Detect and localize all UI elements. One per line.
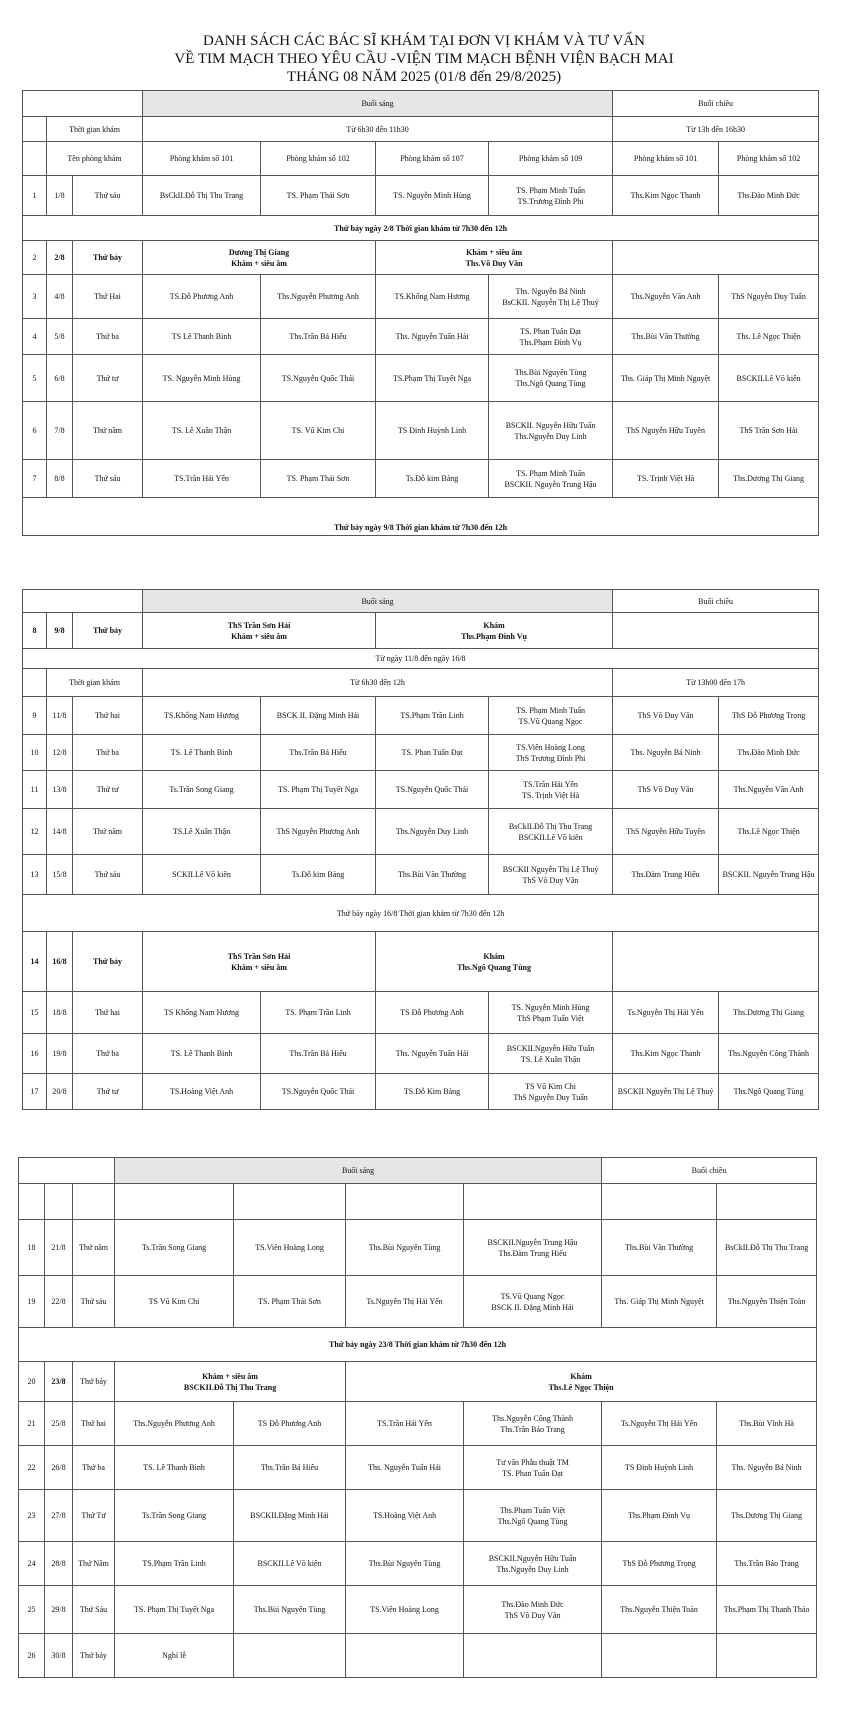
table-row: 26 30/8 Thứ bảy Nghỉ lễ [19, 1634, 817, 1678]
title-line-2: VỀ TIM MẠCH THEO YÊU CẦU -VIỆN TIM MẠCH BỆNH VIỆN BẠCH MAI [174, 51, 674, 67]
table-row: 16 19/8 Thứ ba TS. Lê Thanh Bình Ths.Trần Bá Hiếu Ths. Nguyễn Tuấn Hải BSCKII.Nguyễn Hữu Tuấn TS. Lê Xuân Thận Ths.Kim Ngọc Thanh Ths.Nguyễn Công Thành [23, 1034, 819, 1074]
table-row: 5 6/8 Thứ tư TS. Nguyễn Minh Hùng TS.Nguyễn Quốc Thái TS.Phạm Thị Tuyết Nga Ths.Bùi Nguyên Tùng Ths.Ngô Quang Tùng Ths. Giáp Thị Minh Nguyệt BSCKII.Lê Võ kiên [23, 355, 819, 402]
morning-header: Buổi sáng [143, 590, 613, 613]
schedule-table-2 [22, 589, 819, 1110]
note-range: Từ ngày 11/8 đến ngày 16/8 [23, 649, 819, 669]
afternoon-time: Từ 13h đến 16h30 [613, 117, 819, 142]
table-row: 6 7/8 Thứ năm TS. Lê Xuân Thận TS. Vũ Kim Chi TS Đinh Huỳnh Linh BSCKII. Nguyễn Hữu Tuấn Ths.Nguyễn Duy Linh ThS Nguyễn Hữu Tuyên ThS Trần Sơn Hải [23, 402, 819, 460]
table-row: 9 11/8 Thứ hai TS.Khổng Nam Hương BSCK II. Đặng Minh Hải TS.Phạm Trần Linh TS. Phạm Minh Tuấn TS.Vũ Quang Ngọc ThS Võ Duy Văn ThS Đỗ Phương Trọng [23, 697, 819, 735]
note-saturday: Thứ bảy ngày 2/8 Thời gian khám từ 7h30 đến 12h [23, 216, 819, 241]
table-row: 24 28/8 Thứ Năm TS.Phạm Trần Linh BSCKII.Lê Võ kiên Ths.Bùi Nguyên Tùng BSCKII.Nguyễn Hữu Tuấn Ths.Nguyễn Duy Linh ThS Đỗ Phương Trọng Ths.Trần Bảo Trang [19, 1542, 817, 1586]
table-row: 7 8/8 Thứ sáu TS.Trần Hải Yến TS. Phạm Thái Sơn Ts.Đỗ kim Bảng TS. Phạm Minh Tuấn BSCKII. Nguyễn Trung Hậu TS. Trịnh Việt Hà Ths.Dương Thị Giang [23, 460, 819, 498]
time-label: Thời gian khám [47, 669, 143, 697]
table-row: 13 15/8 Thứ sáu SCKII.Lê Võ kiên Ts.Đỗ kim Bảng Ths.Bùi Văn Thường BSCKII Nguyễn Thị Lệ Thuý ThS Võ Duy Văn Ths.Đàm Trung Hiếu BSCKII. Nguyễn Trung Hậu [23, 855, 819, 895]
afternoon-header: Buổi chiều [613, 91, 819, 117]
title-line-1: DANH SÁCH CÁC BÁC SĨ KHÁM TẠI ĐƠN VỊ KHÁM VÀ TƯ VẤN [203, 33, 645, 49]
note-saturday: Thứ bảy ngày 9/8 Thời gian khám từ 7h30 đến 12h [23, 498, 819, 536]
note-saturday: Thứ bảy ngày 16/8 Thời gian khám từ 7h30 đến 12h [23, 895, 819, 932]
table-row: 12 14/8 Thứ năm TS.Lê Xuân Thận ThS Nguyễn Phương Anh Ths.Nguyễn Duy Linh BsCkII.Đỗ Thị Thu Trang BSCKII.Lê Võ kiên ThS Nguyễn Hữu Tuyên Ths.Lê Ngọc Thiện [23, 809, 819, 855]
table-row: 1 1/8 Thứ sáu BsCkII.Đỗ Thị Thu Trang TS. Phạm Thái Sơn TS. Nguyễn Minh Hùng TS. Phạm Minh Tuấn TS.Trương Đình Phi Ths.Kim Ngọc Thanh Ths.Đào Minh Đức [23, 176, 819, 216]
table-row: 14 16/8 Thứ bảy ThS Trần Sơn Hải Khám + siêu âm Khám Ths.Ngô Quang Tùng [23, 932, 819, 992]
afternoon-time: Từ 13h00 đến 17h [613, 669, 819, 697]
table-row: 23 27/8 Thứ Tư Ts.Trần Song Giang BSCKII.Đặng Minh Hải TS.Hoàng Việt Anh Ths.Phạm Tuấn Việt Ths.Ngô Quang Tùng Ths.Phạm Đình Vụ Ths.Dương Thị Giang [19, 1490, 817, 1542]
morning-header: Buổi sáng [115, 1158, 602, 1184]
table-row: 22 26/8 Thứ ba TS. Lê Thanh Bình Ths.Trần Bá Hiếu Ths. Nguyễn Tuấn Hải Tư vấn Phẫu thuật TM TS. Phan Tuấn Đạt TS Đinh Huỳnh Linh Ths. Nguyễn Bá Ninh [19, 1446, 817, 1490]
time-label: Thời gian khám [47, 117, 143, 142]
table-row: 8 9/8 Thứ bảy ThS Trần Sơn Hải Khám + siêu âm Khám Ths.Phạm Đình Vụ [23, 613, 819, 649]
note-saturday: Thứ bảy ngày 23/8 Thời gian khám từ 7h30 đến 12h [19, 1328, 817, 1362]
table-row: 19 22/8 Thứ sáu TS Vũ Kim Chi TS. Phạm Thái Sơn Ts.Nguyễn Thị Hải Yến TS.Vũ Quang Ngọc BSCK II. Đặng Minh Hải Ths. Giáp Thị Minh Nguyệt Ths.Nguyễn Thiện Toàn [19, 1276, 817, 1328]
afternoon-header: Buổi chiều [613, 590, 819, 613]
table-row: 17 20/8 Thứ tư TS.Hoàng Việt Anh TS.Nguyễn Quốc Thái TS.Đỗ Kim Bảng TS Vũ Kim Chi ThS Nguyễn Duy Tuấn BSCKII Nguyễn Thị Lệ Thuý Ths.Ngô Quang Tùng [23, 1074, 819, 1110]
schedule-table-1 [22, 90, 819, 536]
room-header: Phòng khám số 107 [376, 142, 489, 176]
table-row: 4 5/8 Thứ ba TS Lê Thanh Bình Ths.Trần Bá Hiếu Ths. Nguyễn Tuấn Hải TS. Phan Tuấn Đạt Ths.Phạm Đình Vụ Ths.Bùi Văn Thường Ths. Lê Ngọc Thiện [23, 319, 819, 355]
table-row: 20 23/8 Thứ bảy Khám + siêu âm BSCKII.Đỗ Thị Thu Trang Khám Ths.Lê Ngọc Thiện [19, 1362, 817, 1402]
room-header: Phòng khám số 101 [143, 142, 261, 176]
table-row: 21 25/8 Thứ hai Ths.Nguyễn Phương Anh TS Đỗ Phương Anh TS.Trần Hải Yến Ths.Nguyễn Công Thành Ths.Trần Bảo Trang Ts.Nguyễn Thị Hải Yến Ths.Bùi Vĩnh Hà [19, 1402, 817, 1446]
table-row: 25 29/8 Thứ Sáu TS. Phạm Thị Tuyết Nga Ths.Bùi Nguyên Tùng TS.Viên Hoàng Long Ths.Đào Minh Đức ThS Võ Duy Văn Ths.Nguyễn Thiện Toàn Ths.Phạm Thị Thanh Thảo [19, 1586, 817, 1634]
morning-time: Từ 6h30 đến 11h30 [143, 117, 613, 142]
holiday-label: Nghỉ lễ [115, 1634, 234, 1678]
table-row: 10 12/8 Thứ ba TS. Lê Thanh Bình Ths.Trần Bá Hiếu TS. Phan Tuấn Đạt TS.Viên Hoàng Long ThS Trương Đình Phi Ths. Nguyễn Bá Ninh Ths.Đào Minh Đức [23, 735, 819, 771]
room-header: Phòng khám số 102 [261, 142, 376, 176]
table-row: 18 21/8 Thứ năm Ts.Trần Song Giang TS.Viên Hoàng Long Ths.Bùi Nguyên Tùng BSCKII.Nguyễn Trung Hậu Ths.Đàm Trung Hiếu Ths.Bùi Văn Thường BsCkII.Đỗ Thị Thu Trang [19, 1220, 817, 1276]
schedule-table-3 [18, 1157, 817, 1678]
room-header: Phòng khám số 101 [613, 142, 719, 176]
morning-time: Từ 6h30 đến 12h [143, 669, 613, 697]
afternoon-header: Buổi chiều [602, 1158, 817, 1184]
table-row: 2 2/8 Thứ bảy Dương Thị Giang Khám + siêu âm Khám + siêu âm Ths.Võ Duy Văn [23, 241, 819, 275]
table-row: 15 18/8 Thứ hai TS Khổng Nam Hương TS. Phạm Trần Linh TS Đỗ Phương Anh TS. Nguyễn Minh Hùng ThS Phạm Tuấn Việt Ts.Nguyễn Thị Hải Yến Ths.Dương Thị Giang [23, 992, 819, 1034]
table-row: 11 13/8 Thứ tư Ts.Trần Song Giang TS. Phạm Thị Tuyết Nga TS.Nguyễn Quốc Thái TS.Trần Hải Yến TS. Trịnh Việt Hà ThS Võ Duy Văn Ths.Nguyễn Văn Anh [23, 771, 819, 809]
header-blank [23, 91, 143, 117]
room-header: Phòng khám số 109 [489, 142, 613, 176]
room-header: Phòng khám số 102 [719, 142, 819, 176]
table-row: 3 4/8 Thứ Hai TS.Đỗ Phương Anh Ths.Nguyễn Phương Anh TS.Khổng Nam Hương Ths. Nguyễn Bá Ninh BsCKII. Nguyễn Thị Lệ Thuý Ths.Nguyễn Văn Anh ThS Nguyễn Duy Tuấn [23, 275, 819, 319]
title-line-3: THÁNG 08 NĂM 2025 (01/8 đến 29/8/2025) [286, 69, 562, 85]
room-label: Tên phòng khám [47, 142, 143, 176]
page-title [0, 32, 848, 86]
morning-header: Buổi sáng [143, 91, 613, 117]
